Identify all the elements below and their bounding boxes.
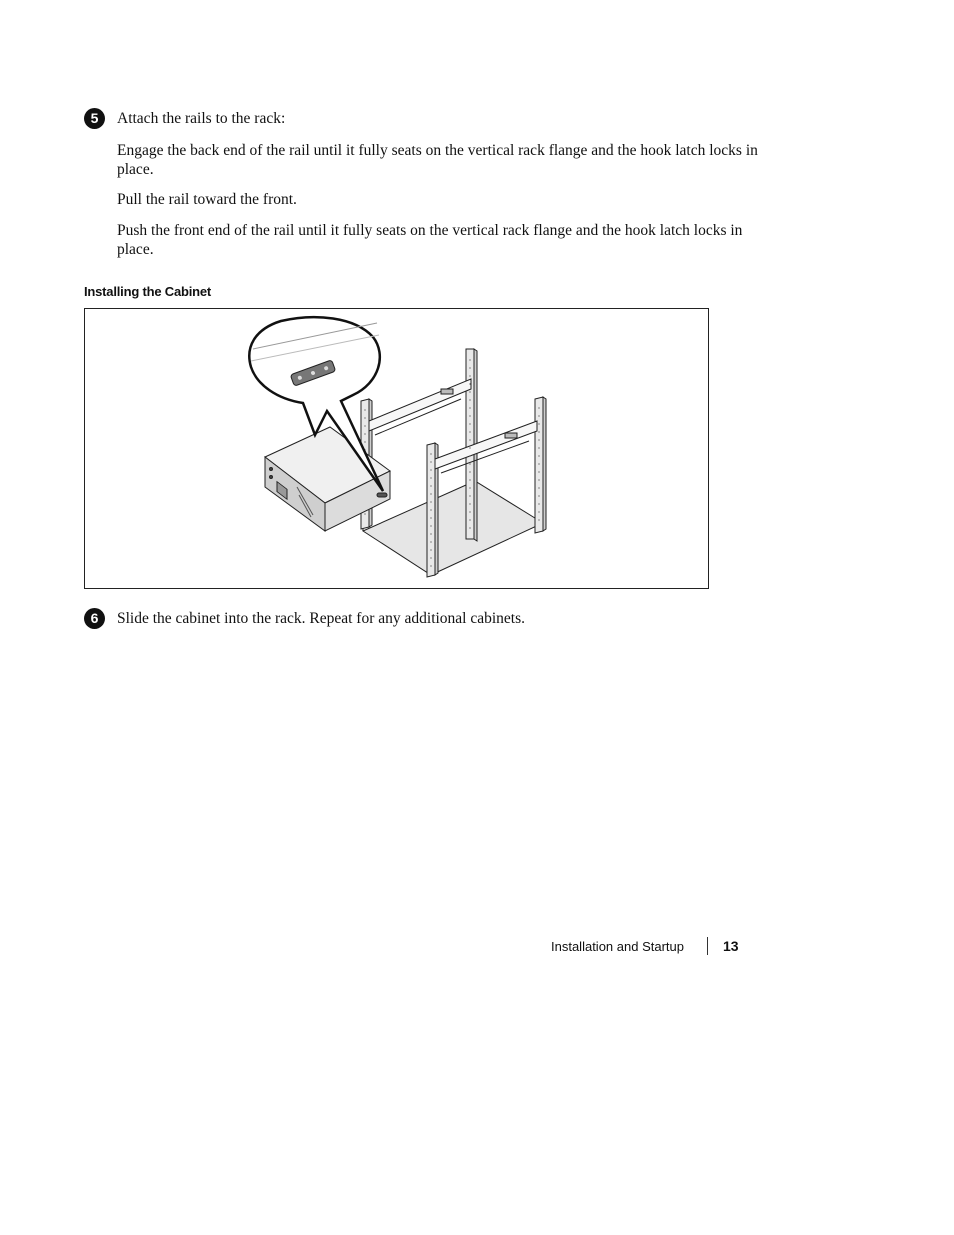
- step-5-paragraph-pull: Pull the rail toward the front.: [117, 191, 297, 208]
- figure-installing-cabinet: [84, 308, 709, 589]
- step-number-badge: 5: [84, 108, 105, 129]
- footer-page-number: 13: [723, 938, 739, 954]
- step-number-badge: 6: [84, 608, 105, 629]
- figure-caption: Installing the Cabinet: [84, 284, 212, 299]
- rack-illustration: [361, 349, 546, 577]
- footer-section-title: Installation and Startup: [551, 939, 684, 954]
- step-6-text: Slide the cabinet into the rack. Repeat for any additional cabinets.: [117, 610, 526, 627]
- step-5-text: Attach the rails to the rack:: [117, 110, 286, 127]
- step-5-paragraph-push: Push the front end of the rail until it fully seats on the vertical rack flange and the hook latch locks in place.: [117, 222, 743, 258]
- step-5-paragraph-engage: Engage the back end of the rail until it fully seats on the vertical rack flange and the hook latch locks in place.: [117, 142, 758, 178]
- footer-separator: [707, 937, 708, 955]
